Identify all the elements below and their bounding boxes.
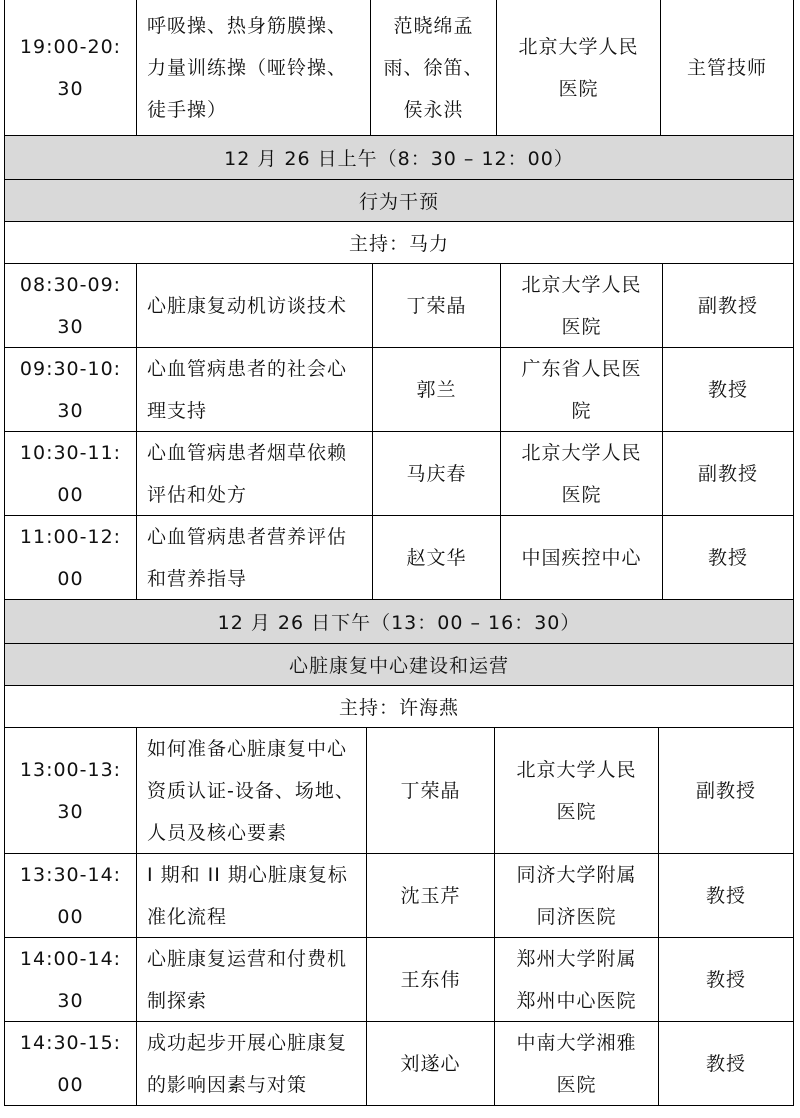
time-cell: 14:00-14:30 xyxy=(5,938,137,1021)
time-cell: 11:00-12:00 xyxy=(5,516,137,599)
org-cell: 北京大学人民医院 xyxy=(495,728,659,853)
speaker-cell: 王东伟 xyxy=(367,938,495,1021)
speaker-cell: 郭兰 xyxy=(373,348,501,431)
topic-cell: 心血管病患者营养评估和营养指导 xyxy=(137,516,373,599)
topic-cell: 心血管病患者的社会心理支持 xyxy=(137,348,373,431)
speaker-cell: 范晓绵孟雨、徐笛、侯永洪 xyxy=(371,0,497,135)
title-cell: 教授 xyxy=(707,546,748,569)
title-cell: 副教授 xyxy=(697,462,758,485)
title-cell: 副教授 xyxy=(697,294,758,317)
time-cell: 13:30-14:00 xyxy=(5,854,137,937)
table-row xyxy=(4,348,794,432)
topic-cell: 心脏康复运营和付费机制探索 xyxy=(137,938,367,1021)
table-row xyxy=(4,1022,794,1106)
title-cell: 副教授 xyxy=(695,779,756,802)
table-row xyxy=(4,854,794,938)
org-cell: 同济大学附属同济医院 xyxy=(495,854,659,937)
time-cell: 14:30-15:00 xyxy=(5,1022,137,1105)
org-cell: 北京大学人民医院 xyxy=(497,0,661,135)
time-cell: 08:30-09:30 xyxy=(5,264,137,347)
org-cell: 中国疾控中心 xyxy=(501,516,663,599)
table-row xyxy=(4,516,794,600)
org-cell: 广东省人民医院 xyxy=(501,348,663,431)
title-cell: 教授 xyxy=(705,884,746,907)
table-row xyxy=(4,938,794,1022)
org-cell: 郑州大学附属郑州中心医院 xyxy=(495,938,659,1021)
session-theme-band: 心脏康复中心建设和运营 xyxy=(4,644,794,686)
speaker-cell: 沈玉芹 xyxy=(367,854,495,937)
title-cell: 教授 xyxy=(705,968,746,991)
session-host-band: 主持：许海燕 xyxy=(4,686,794,728)
topic-cell: 成功起步开展心脏康复的影响因素与对策 xyxy=(137,1022,367,1105)
topic-cell: 如何准备心脏康复中心资质认证-设备、场地、人员及核心要素 xyxy=(137,728,367,853)
session-host-band: 主持：马力 xyxy=(4,222,794,264)
time-cell: 10:30-11:00 xyxy=(5,432,137,515)
title-cell: 主管技师 xyxy=(686,56,767,79)
table-row xyxy=(4,264,794,348)
schedule-table xyxy=(4,0,794,1106)
speaker-cell: 丁荣晶 xyxy=(373,264,501,347)
table-row xyxy=(4,432,794,516)
time-cell: 19:00-20:30 xyxy=(5,0,137,135)
speaker-cell: 丁荣晶 xyxy=(367,728,495,853)
speaker-cell: 赵文华 xyxy=(373,516,501,599)
time-cell: 09:30-10:30 xyxy=(5,348,137,431)
org-cell: 北京大学人民医院 xyxy=(501,432,663,515)
title-cell: 教授 xyxy=(707,378,748,401)
org-cell: 中南大学湘雅医院 xyxy=(495,1022,659,1105)
topic-cell: 呼吸操、热身筋膜操、力量训练操（哑铃操、徒手操） xyxy=(137,0,371,135)
topic-cell: I 期和 II 期心脏康复标准化流程 xyxy=(137,854,367,937)
speaker-cell: 马庆春 xyxy=(373,432,501,515)
topic-cell: 心脏康复动机访谈技术 xyxy=(137,264,373,347)
title-cell: 教授 xyxy=(705,1052,746,1075)
session-theme-band: 行为干预 xyxy=(4,180,794,222)
org-cell: 北京大学人民医院 xyxy=(501,264,663,347)
session-date-band: 12 月 26 日下午（13：00 – 16：30） xyxy=(4,600,794,644)
table-row xyxy=(4,728,794,854)
topic-cell: 心血管病患者烟草依赖评估和处方 xyxy=(137,432,373,515)
table-row xyxy=(4,0,794,136)
session-date-band: 12 月 26 日上午（8：30 – 12：00） xyxy=(4,136,794,180)
time-cell: 13:00-13:30 xyxy=(5,728,137,853)
speaker-cell: 刘遂心 xyxy=(367,1022,495,1105)
